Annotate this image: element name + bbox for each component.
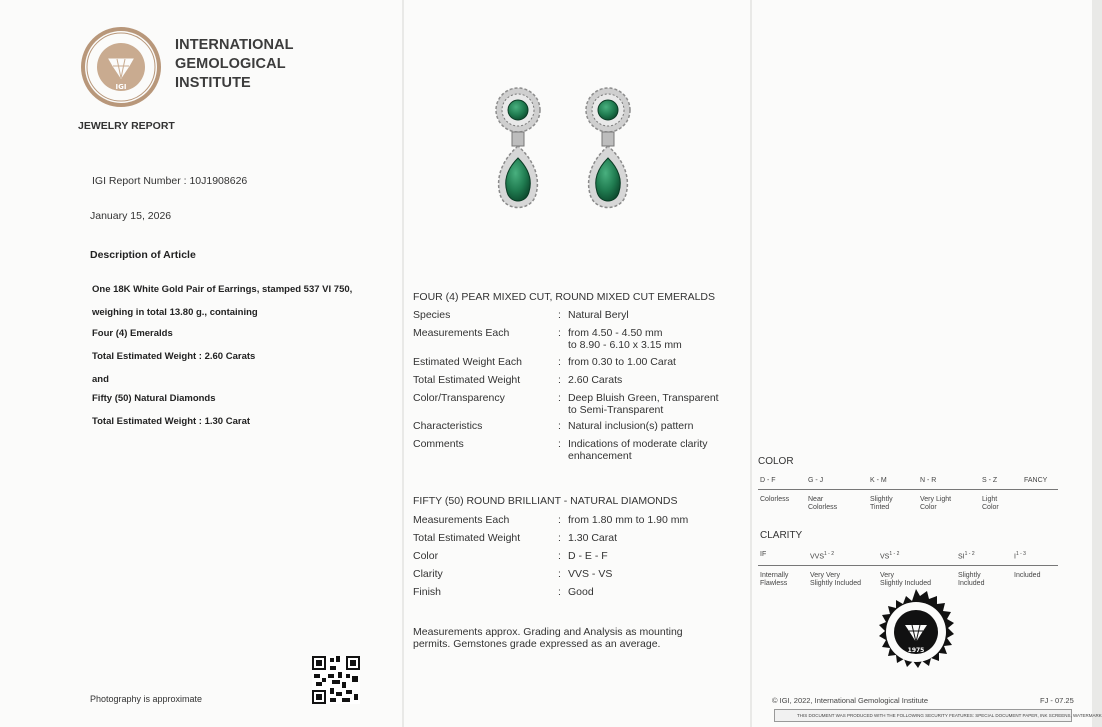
clarity-scale-title: CLARITY: [760, 530, 803, 541]
row-label: Comments: [413, 438, 464, 450]
description-title: Description of Article: [90, 249, 196, 261]
description-line: Total Estimated Weight : 1.30 Carat: [92, 416, 251, 427]
row-value: Indications of moderate clarity enhancement: [568, 438, 708, 462]
earring: [496, 88, 540, 208]
row-value: from 1.80 mm to 1.90 mm: [568, 514, 689, 526]
row-separator: :: [558, 586, 561, 598]
svg-text:IGI: IGI: [115, 83, 127, 91]
security-note-strip: [774, 709, 1102, 722]
row-value: 1.30 Carat: [568, 532, 618, 544]
clarity-desc: Slightly Included: [958, 572, 985, 587]
color-grade: S - Z: [982, 477, 998, 484]
description-line: Fifty (50) Natural Diamonds: [92, 393, 216, 404]
report-summary-panel: [0, 0, 402, 727]
clarity-scale-rule: [758, 565, 1058, 566]
color-desc: Very Light Color: [920, 496, 952, 511]
report-title: JEWELRY REPORT: [78, 120, 175, 132]
row-value: from 0.30 to 1.00 Carat: [568, 356, 676, 368]
color-grade: D - F: [760, 477, 776, 484]
row-value: 2.60 Carats: [568, 374, 623, 386]
row-label: Characteristics: [413, 420, 483, 432]
row-value: from 4.50 - 4.50 mm to 8.90 - 6.10 x 3.15 mm: [568, 327, 682, 351]
row-value: VVS - VS: [568, 568, 613, 580]
row-separator: :: [558, 356, 561, 368]
row-separator: :: [558, 514, 561, 526]
row-separator: :: [558, 550, 561, 562]
color-grade: G - J: [808, 477, 824, 484]
row-separator: :: [558, 327, 561, 339]
row-value: Good: [568, 586, 594, 598]
description-line: Four (4) Emeralds: [92, 328, 173, 339]
row-value: Natural Beryl: [568, 309, 629, 321]
row-label: Measurements Each: [413, 327, 510, 339]
institute-name: [175, 36, 294, 93]
row-label: Clarity: [413, 568, 443, 580]
description-line: One 18K White Gold Pair of Earrings, stamped 537 VI 750,: [92, 284, 353, 295]
row-label: Species: [413, 309, 451, 321]
igi-black-seal: [872, 588, 960, 676]
measurement-note: Measurements approx. Grading and Analysis as mounting permits. Gemstones grade expressed as an average.: [413, 626, 683, 650]
row-separator: :: [558, 420, 561, 432]
row-label: Measurements Each: [413, 514, 510, 526]
row-value: Deep Bluish Green, Transparent to Semi-Transparent: [568, 392, 719, 416]
clarity-desc: Internally Flawless: [760, 572, 789, 587]
description-line: Total Estimated Weight : 2.60 Carats: [92, 351, 256, 362]
description-line: and: [92, 374, 109, 385]
clarity-desc: Very Very Slightly Included: [810, 572, 861, 587]
color-desc: Colorless: [760, 496, 790, 503]
svg-text:1975: 1975: [907, 647, 925, 654]
clarity-grade: IF: [760, 551, 767, 558]
color-grade: N - R: [920, 477, 937, 484]
diamonds-section-title: FIFTY (50) ROUND BRILLIANT - NATURAL DIAMONDS: [413, 495, 678, 507]
report-date: January 15, 2026: [90, 210, 172, 222]
description-line: weighing in total 13.80 g., containing: [92, 307, 258, 318]
earrings-photo: [488, 82, 640, 230]
row-label: Estimated Weight Each: [413, 356, 522, 368]
row-separator: :: [558, 392, 561, 404]
clarity-grade: VVS$^{1 - 2}$: [810, 551, 835, 561]
clarity-desc: Included: [1014, 572, 1041, 579]
row-separator: :: [558, 374, 561, 386]
emeralds-section-title: FOUR (4) PEAR MIXED CUT, ROUND MIXED CUT EMERALDS: [413, 291, 716, 303]
institute-name-line: INTERNATIONAL: [175, 37, 294, 53]
clarity-grade: SI$^{1 - 2}$: [958, 551, 975, 561]
clarity-desc: Very Slightly Included: [880, 572, 931, 587]
color-scale-rule: [758, 489, 1058, 490]
clarity-grade: $I^{1 - 3}$: [1014, 551, 1026, 561]
color-desc: Slightly Tinted: [870, 496, 893, 511]
report-number: IGI Report Number : 10J1908626: [92, 175, 248, 187]
row-label: Total Estimated Weight: [413, 374, 521, 386]
row-label: Finish: [413, 586, 442, 598]
row-value: Natural inclusion(s) pattern: [568, 420, 694, 432]
row-label: Total Estimated Weight: [413, 532, 521, 544]
photography-note: Photography is approximate: [90, 694, 203, 704]
row-label: Color: [413, 550, 439, 562]
form-code: FJ - 07.25: [1040, 696, 1074, 705]
row-separator: :: [558, 532, 561, 544]
row-separator: :: [558, 309, 561, 321]
color-desc: Near Colorless: [808, 496, 838, 511]
color-grade: FANCY: [1024, 477, 1048, 484]
institute-name-line: GEMOLOGICAL: [175, 56, 286, 72]
earring: [586, 88, 630, 208]
row-separator: :: [558, 438, 561, 450]
institute-name-line: INSTITUTE: [175, 75, 251, 91]
qr-code[interactable]: [312, 656, 360, 704]
color-scale-title: COLOR: [758, 456, 794, 467]
color-desc: Light Color: [982, 496, 999, 511]
security-note: THIS DOCUMENT WAS PRODUCED WITH THE FOLLOWING SECURITY FEATURES: SPECIAL DOCUMENT PAPER, INK SCREENS, WATERMARK: [797, 713, 1102, 718]
igi-seal-logo: [80, 26, 162, 108]
copyright-text: © IGI, 2022, International Gemological Institute: [772, 696, 929, 705]
row-value: D - E - F: [568, 550, 608, 562]
row-label: Color/Transparency: [413, 392, 505, 404]
clarity-grade: VS$^{1 - 2}$: [880, 551, 900, 561]
row-separator: :: [558, 568, 561, 580]
color-grade: K - M: [870, 477, 887, 484]
